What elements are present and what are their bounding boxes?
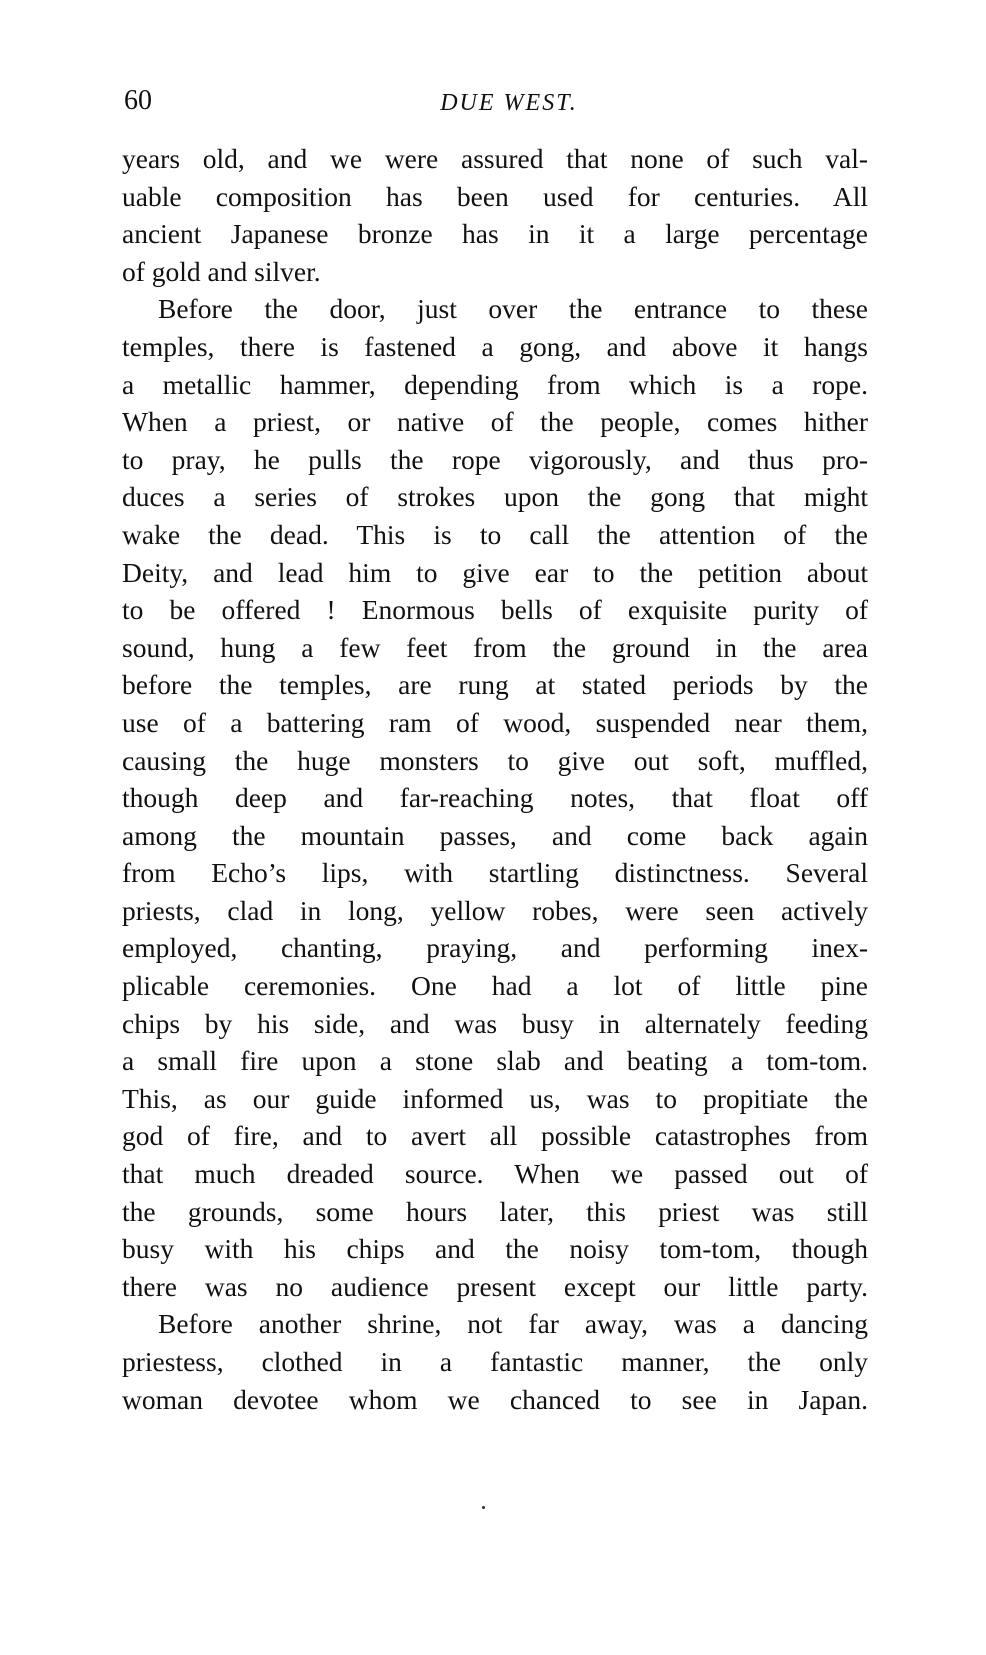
text-line: woman devotee whom we chanced to see in Japan. — [122, 1383, 868, 1415]
text-line: sound, hung a few feet from the ground in the area — [122, 631, 868, 663]
text-line: priestess, clothed in a fantastic manner, the only — [122, 1346, 868, 1377]
text-line: that much dreaded source. When we passed out of — [122, 1158, 868, 1190]
text-line: god of fire, and to avert all possible catastrophes from — [122, 1120, 868, 1152]
text-line: from Echo’s lips, with startling distinctness. Several — [122, 857, 868, 889]
text-line: causing the huge monsters to give out soft, muffled, — [122, 744, 868, 776]
text-line: to pray, he pulls the rope vigorously, and thus pro- — [122, 443, 868, 475]
text-line: plicable ceremonies. One had a lot of little pine — [122, 970, 868, 1002]
text-line: the grounds, some hours later, this priest was still — [122, 1195, 868, 1227]
text-line: busy with his chips and the noisy tom-tom, though — [122, 1233, 868, 1265]
text-line: a small fire upon a stone slab and beating a tom-tom. — [122, 1045, 868, 1077]
text-line: employed, chanting, praying, and performing inex- — [122, 932, 868, 964]
page-header — [124, 84, 868, 124]
text-line: a metallic hammer, depending from which is a rope. — [122, 368, 868, 400]
text-line: Before the door, just over the entrance to these — [158, 293, 868, 325]
text-line: duces a series of strokes upon the gong that might — [122, 481, 868, 513]
text-line: This, as our guide informed us, was to propitiate the — [122, 1082, 868, 1114]
text-line: uable composition has been used for centuries. All — [122, 180, 868, 212]
text-line: temples, there is fastened a gong, and above it hangs — [122, 330, 868, 362]
text-line: Before another shrine, not far away, was a dancing — [158, 1308, 868, 1340]
text-line: before the temples, are rung at stated periods by the — [122, 669, 868, 701]
body-text — [122, 140, 868, 1418]
ink-speck — [482, 1506, 485, 1509]
text-line: chips by his side, and was busy in alternately feeding — [122, 1007, 868, 1039]
text-line: though deep and far-reaching notes, that float off — [122, 782, 868, 814]
text-line: wake the dead. This is to call the attention of the — [122, 518, 868, 550]
text-line: Deity, and lead him to give ear to the petition about — [122, 556, 868, 588]
text-line: of gold and silver. — [122, 255, 321, 287]
text-line: ancient Japanese bronze has in it a large percentage — [122, 218, 868, 250]
text-line: there was no audience present except our little party. — [122, 1270, 868, 1302]
text-line: to be offered ! Enormous bells of exquisite purity of — [122, 594, 868, 626]
text-line: priests, clad in long, yellow robes, were seen actively — [122, 894, 868, 926]
text-line: When a priest, or native of the people, comes hither — [122, 406, 868, 438]
page-number: 60 — [124, 85, 152, 116]
text-line: years old, and we were assured that none of such val- — [122, 143, 868, 174]
running-title: DUE WEST. — [440, 90, 578, 116]
text-line: use of a battering ram of wood, suspended near them, — [122, 706, 868, 738]
text-line: among the mountain passes, and come back again — [122, 819, 868, 851]
